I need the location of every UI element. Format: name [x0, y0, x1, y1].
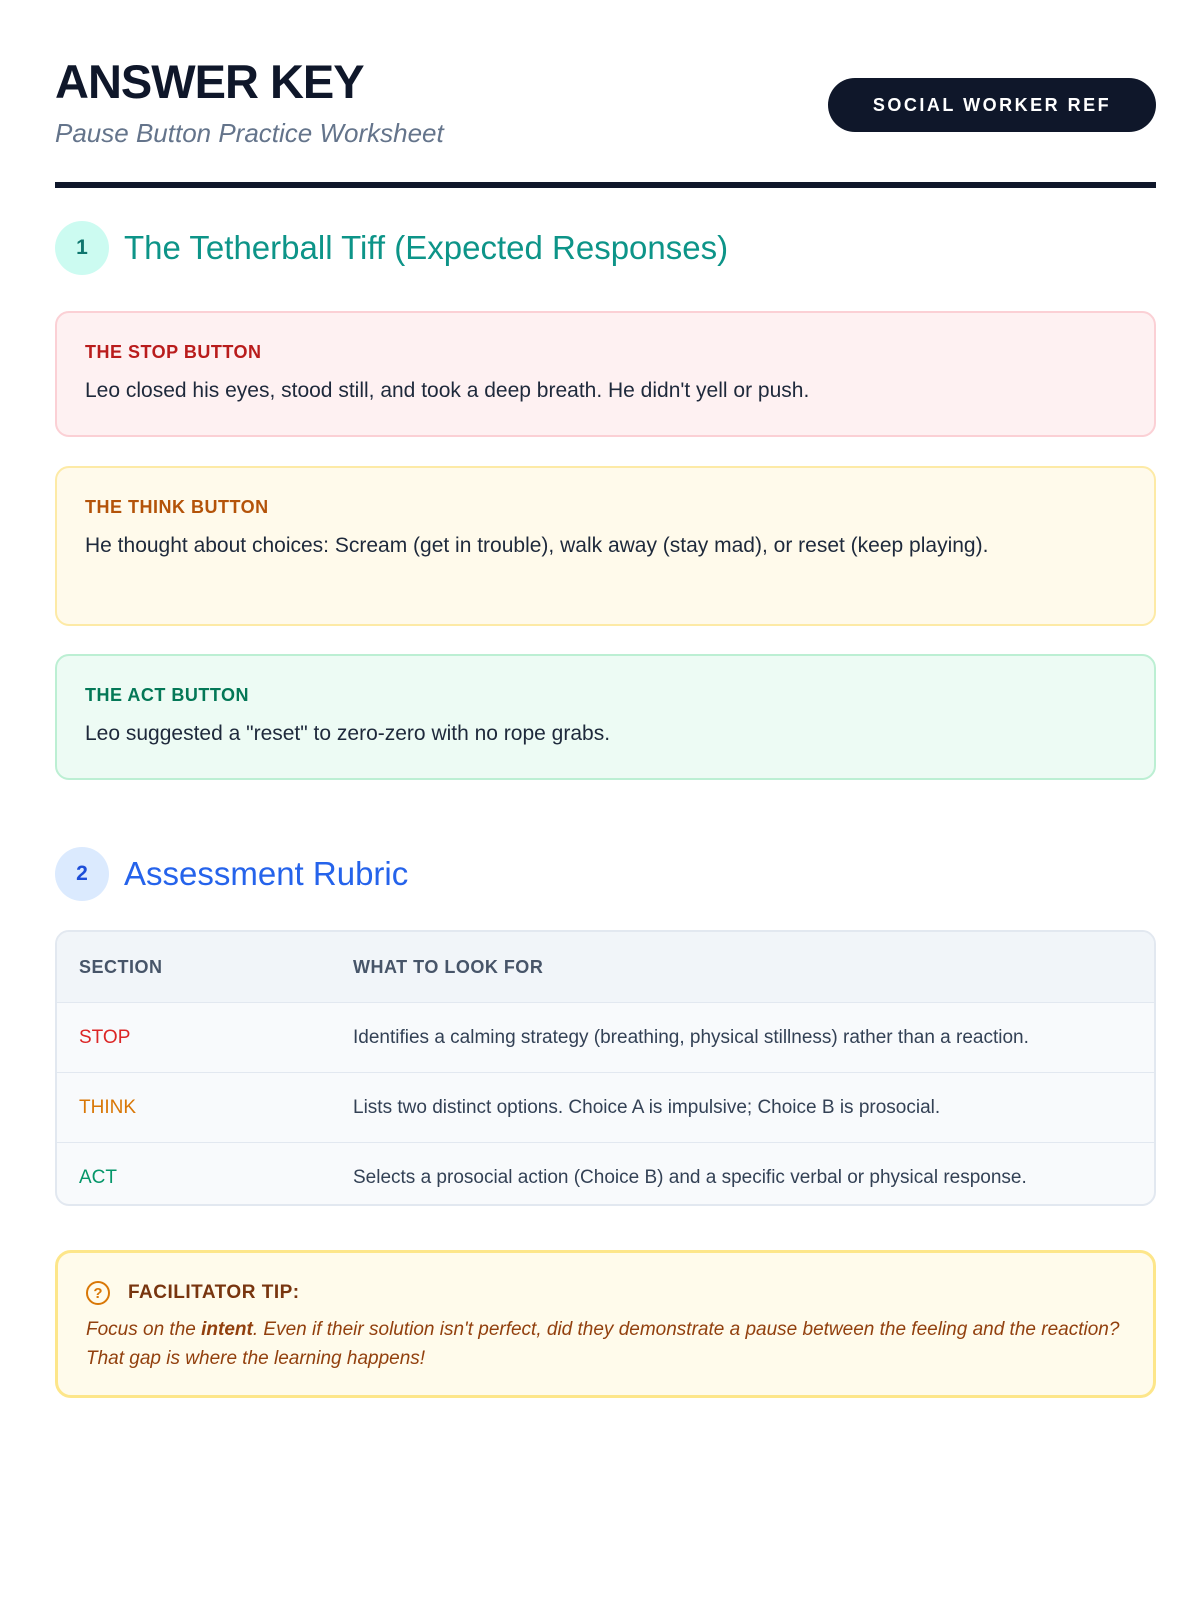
facilitator-tip-box	[55, 1250, 1156, 1398]
stop-button-label: THE STOP BUTTON	[85, 342, 262, 362]
tip-text-emphasis: intent	[201, 1319, 253, 1340]
rubric-criteria-think: Lists two distinct options. Choice A is impulsive; Choice B is prosocial.	[353, 1096, 941, 1118]
think-button-card	[55, 466, 1156, 626]
section-2-number-badge: 2	[55, 847, 109, 901]
stop-button-card	[55, 311, 1156, 437]
page-title: ANSWER KEY	[55, 55, 364, 108]
rubric-header-look-for: WHAT TO LOOK FOR	[353, 956, 544, 977]
section-1-title: The Tetherball Tiff (Expected Responses)	[124, 229, 729, 266]
section-2-heading	[55, 847, 408, 901]
rubric-section-act: ACT	[79, 1166, 117, 1188]
think-button-response: He thought about choices: Scream (get in trouble), walk away (stay mad), or reset (keep playing).	[85, 534, 989, 557]
tip-text-start: Focus on the	[86, 1319, 202, 1340]
page-header	[55, 56, 1156, 188]
facilitator-tip-title: FACILITATOR TIP:	[128, 1282, 300, 1303]
rubric-criteria-stop: Identifies a calming strategy (breathing, physical stillness) rather than a reaction.	[353, 1026, 1029, 1048]
tip-text-end: . Even if their solution isn't perfect, did they demonstrate a pause between the feeling and the reaction? That gap is where the learning happens!	[86, 1319, 1120, 1369]
stop-button-response: Leo closed his eyes, stood still, and took a deep breath. He didn't yell or push.	[85, 379, 810, 402]
think-button-label: THE THINK BUTTON	[85, 497, 269, 517]
social-worker-ref-badge: SOCIAL WORKER REF	[828, 78, 1156, 132]
table-row	[57, 1002, 1154, 1072]
section-1-number-badge: 1	[55, 221, 109, 275]
table-row	[57, 1142, 1154, 1206]
act-button-response: Leo suggested a "reset" to zero-zero with no rope grabs.	[85, 722, 611, 745]
rubric-section-think: THINK	[79, 1096, 136, 1118]
page-subtitle: Pause Button Practice Worksheet	[55, 118, 444, 148]
facilitator-tip-text	[86, 1315, 1126, 1373]
rubric-header-row	[57, 932, 1154, 1002]
act-button-label: THE ACT BUTTON	[85, 685, 249, 705]
rubric-section-stop: STOP	[79, 1026, 131, 1048]
rubric-criteria-act: Selects a prosocial action (Choice B) and a specific verbal or physical response.	[353, 1166, 1027, 1188]
section-1-heading	[55, 221, 728, 275]
question-circle-icon: ?	[86, 1281, 110, 1305]
rubric-header-section: SECTION	[79, 956, 163, 977]
assessment-rubric-table	[55, 930, 1156, 1206]
table-row	[57, 1072, 1154, 1142]
section-2-title: Assessment Rubric	[124, 855, 409, 892]
header-divider	[55, 182, 1156, 188]
act-button-card	[55, 654, 1156, 780]
